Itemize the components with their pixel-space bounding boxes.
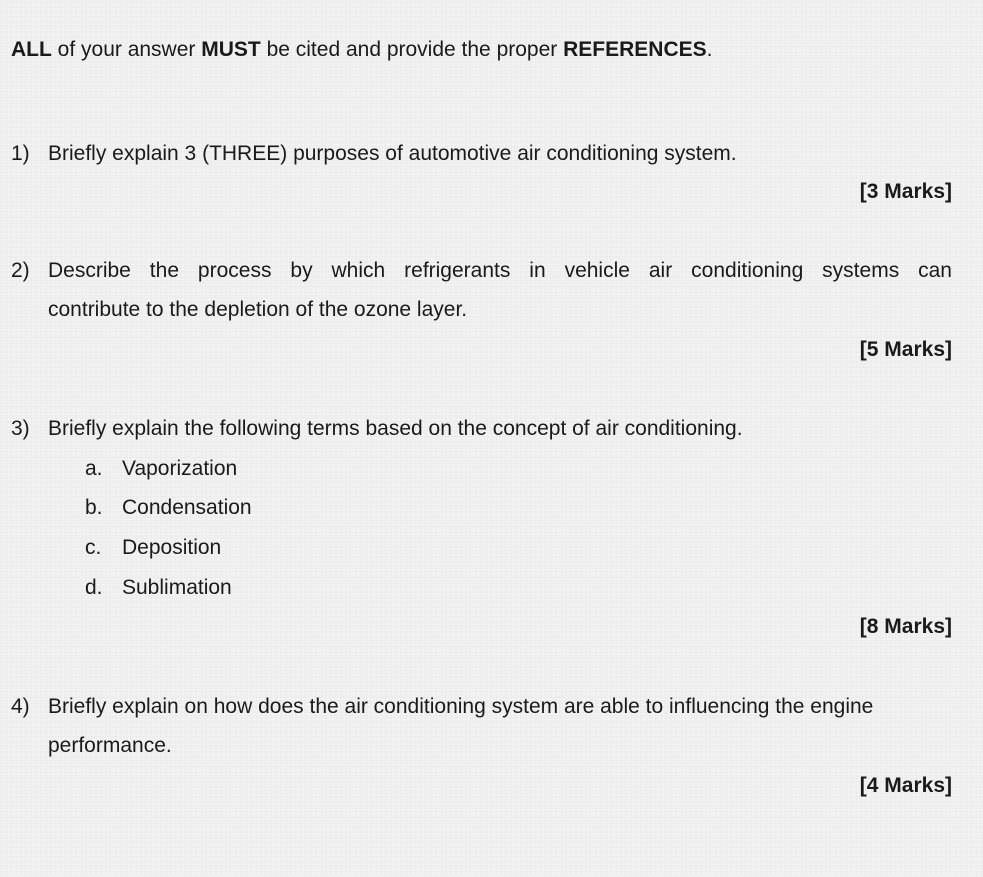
question-4-text-line-1: Briefly explain on how does the air conditioning system are able to influencing the engine <box>48 695 874 718</box>
instruction-text-1: of your answer <box>51 38 202 61</box>
question-3-subitem-c-text: Deposition <box>122 536 222 559</box>
question-1-number: 1) <box>11 142 30 165</box>
question-4-number: 4) <box>11 695 30 718</box>
instruction-line <box>11 38 712 62</box>
question-2-text-line-2: contribute to the depletion of the ozone layer. <box>48 298 468 321</box>
instruction-period: . <box>706 38 713 61</box>
question-3-subitem-a-letter: a. <box>85 457 103 480</box>
question-3-subitem-a-text: Vaporization <box>122 457 238 480</box>
instruction-all: ALL <box>11 38 52 61</box>
question-2-marks: [5 Marks] <box>859 338 952 361</box>
question-4-marks: [4 Marks] <box>859 774 952 797</box>
question-3-subitem-b-letter: b. <box>85 496 103 519</box>
question-3-text: Briefly explain the following terms based on the concept of air conditioning. <box>48 417 743 440</box>
question-1-text: Briefly explain 3 (THREE) purposes of automotive air conditioning system. <box>48 142 737 165</box>
question-4-text-line-2: performance. <box>48 734 172 757</box>
question-3-number: 3) <box>11 417 30 440</box>
question-3-subitem-b-text: Condensation <box>122 496 252 519</box>
question-3-marks: [8 Marks] <box>859 615 952 638</box>
question-2-number: 2) <box>11 259 30 282</box>
question-3-subitem-c-letter: c. <box>85 536 102 559</box>
question-2-text-line-1: Describe the process by which refrigerants in vehicle air conditioning systems can <box>48 259 952 282</box>
instruction-must: MUST <box>201 38 261 61</box>
question-3-subitem-d-letter: d. <box>85 576 103 599</box>
instruction-references: REFERENCES <box>563 38 707 61</box>
instruction-text-2: be cited and provide the proper <box>260 38 564 61</box>
question-3-subitem-d-text: Sublimation <box>122 576 232 599</box>
question-1-marks: [3 Marks] <box>859 180 952 203</box>
